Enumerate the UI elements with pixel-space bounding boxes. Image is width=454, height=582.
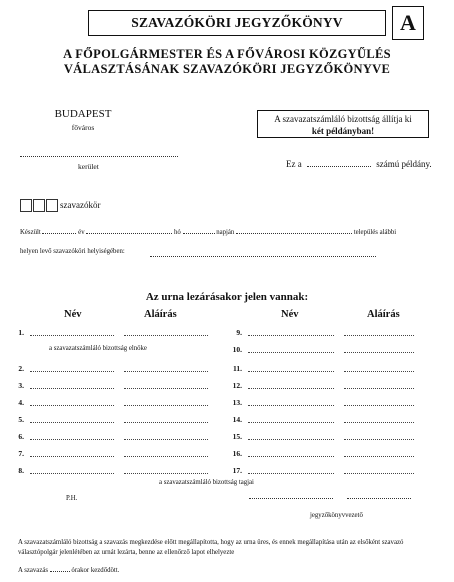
row-number: 2.	[18, 364, 24, 373]
made-label-c: hó	[174, 229, 181, 236]
right-name-header: Név	[281, 309, 299, 320]
made-label-b: év	[78, 229, 85, 236]
member-signature-field[interactable]	[344, 334, 414, 336]
row-number: 4.	[18, 398, 24, 407]
made-label-e: település alábbi	[353, 229, 397, 236]
made-label-d: napján	[216, 229, 235, 236]
form-letter: A	[392, 6, 424, 40]
member-name-field[interactable]	[248, 334, 334, 336]
instruction-note	[257, 110, 429, 138]
member-signature-field[interactable]	[344, 438, 414, 440]
member-row	[0, 381, 454, 391]
city-name: BUDAPEST	[54, 108, 112, 120]
row-number: 15.	[232, 432, 242, 441]
member-name-field[interactable]	[248, 438, 334, 440]
member-signature-field[interactable]	[344, 421, 414, 423]
precinct-digit-box[interactable]	[33, 199, 45, 212]
row-number: 12.	[232, 381, 242, 390]
row-number: 6.	[18, 432, 24, 441]
row-number: 10.	[232, 345, 242, 354]
ph-label: P.H.	[66, 495, 78, 502]
precinct-digit-box[interactable]	[46, 199, 58, 212]
member-name-field[interactable]	[248, 351, 334, 353]
location-field[interactable]	[150, 256, 376, 257]
member-name-field[interactable]	[248, 387, 334, 389]
recorder-label: jegyzőkönyvvezető	[310, 512, 363, 519]
footer-paragraph: A szavazatszámláló bizottság a szavazás megkezdése előtt megállapította, hogy az urna üres, és ennek megállapítása után az elsőként szavazó választópolgár jelenlétében az urnát lezárta, benne az ellenőrző lapot elhelyezte	[18, 539, 404, 556]
start-time-field[interactable]	[50, 571, 70, 572]
made-label-a: Készült	[20, 229, 41, 236]
member-row	[0, 432, 454, 442]
month-field[interactable]	[86, 233, 172, 234]
main-heading-line1: A FŐPOLGÁRMESTER ÉS A FŐVÁROSI KÖZGYŰLÉS	[63, 47, 391, 61]
day-field[interactable]	[183, 233, 215, 234]
member-signature-field[interactable]	[344, 455, 414, 457]
member-row	[0, 364, 454, 374]
recorder-signature-field[interactable]	[347, 498, 411, 499]
member-signature-field[interactable]	[344, 404, 414, 406]
made-line1	[20, 229, 440, 236]
district-field[interactable]	[20, 156, 178, 157]
row-number: 1.	[18, 328, 24, 337]
member-row	[0, 398, 454, 408]
member-signature-field[interactable]	[344, 472, 414, 474]
urn-heading: Az urna lezárásakor jelen vannak:	[145, 291, 309, 303]
settlement-field[interactable]	[236, 233, 352, 234]
main-heading-line2: VÁLASZTÁSÁNAK SZAVAZÓKÖRI JEGYZŐKÖNYVE	[63, 62, 391, 76]
row-number: 7.	[18, 449, 24, 458]
row-number: 3.	[18, 381, 24, 390]
member-name-field[interactable]	[248, 421, 334, 423]
year-field[interactable]	[42, 233, 76, 234]
precinct-digit-box[interactable]	[20, 199, 32, 212]
row-number: 8.	[18, 466, 24, 475]
row-number: 5.	[18, 415, 24, 424]
row-number: 13.	[232, 398, 242, 407]
members-label: a szavazatszámláló bizottság tagjai	[159, 479, 254, 486]
member-name-field[interactable]	[248, 472, 334, 474]
member-name-field[interactable]	[248, 455, 334, 457]
member-signature-field[interactable]	[344, 351, 414, 353]
chair-label: a szavazatszámláló bizottság elnöke	[49, 345, 147, 352]
district-label: kerület	[78, 162, 99, 171]
start-time-prefix: A szavazás	[18, 567, 49, 574]
copy-number-field[interactable]	[307, 166, 371, 167]
row-number: 16.	[232, 449, 242, 458]
precinct-label: szavazókör	[60, 200, 101, 210]
note-line2: két példányban!	[311, 126, 375, 136]
left-name-header: Név	[64, 309, 82, 320]
member-row	[0, 328, 454, 338]
row-number: 11.	[233, 364, 242, 373]
member-name-field[interactable]	[248, 404, 334, 406]
recorder-name-field[interactable]	[249, 498, 333, 499]
document-title: SZAVAZÓKÖRI JEGYZŐKÖNYV	[88, 10, 386, 36]
made-line2: helyen levő szavazóköri helyiségében:	[20, 248, 125, 255]
row-number: 14.	[232, 415, 242, 424]
member-row	[0, 415, 454, 425]
precinct-boxes[interactable]	[20, 199, 59, 217]
member-signature-field[interactable]	[344, 370, 414, 372]
row-number: 9.	[236, 328, 242, 337]
copy-prefix: Ez a	[286, 159, 302, 169]
start-time-line	[18, 567, 119, 574]
copy-number-line	[286, 159, 432, 169]
member-signature-field[interactable]	[344, 387, 414, 389]
member-name-field[interactable]	[248, 370, 334, 372]
note-line1: A szavazatszámláló bizottság állítja ki	[274, 114, 412, 124]
member-row	[0, 466, 454, 476]
start-time-suffix: órakor kezdődött.	[71, 567, 120, 574]
member-row	[0, 449, 454, 459]
right-signature-header: Aláírás	[367, 309, 400, 320]
row-number: 17.	[232, 466, 242, 475]
left-signature-header: Aláírás	[144, 309, 177, 320]
city-sub: főváros	[71, 123, 95, 132]
copy-suffix: számú példány.	[376, 159, 432, 169]
